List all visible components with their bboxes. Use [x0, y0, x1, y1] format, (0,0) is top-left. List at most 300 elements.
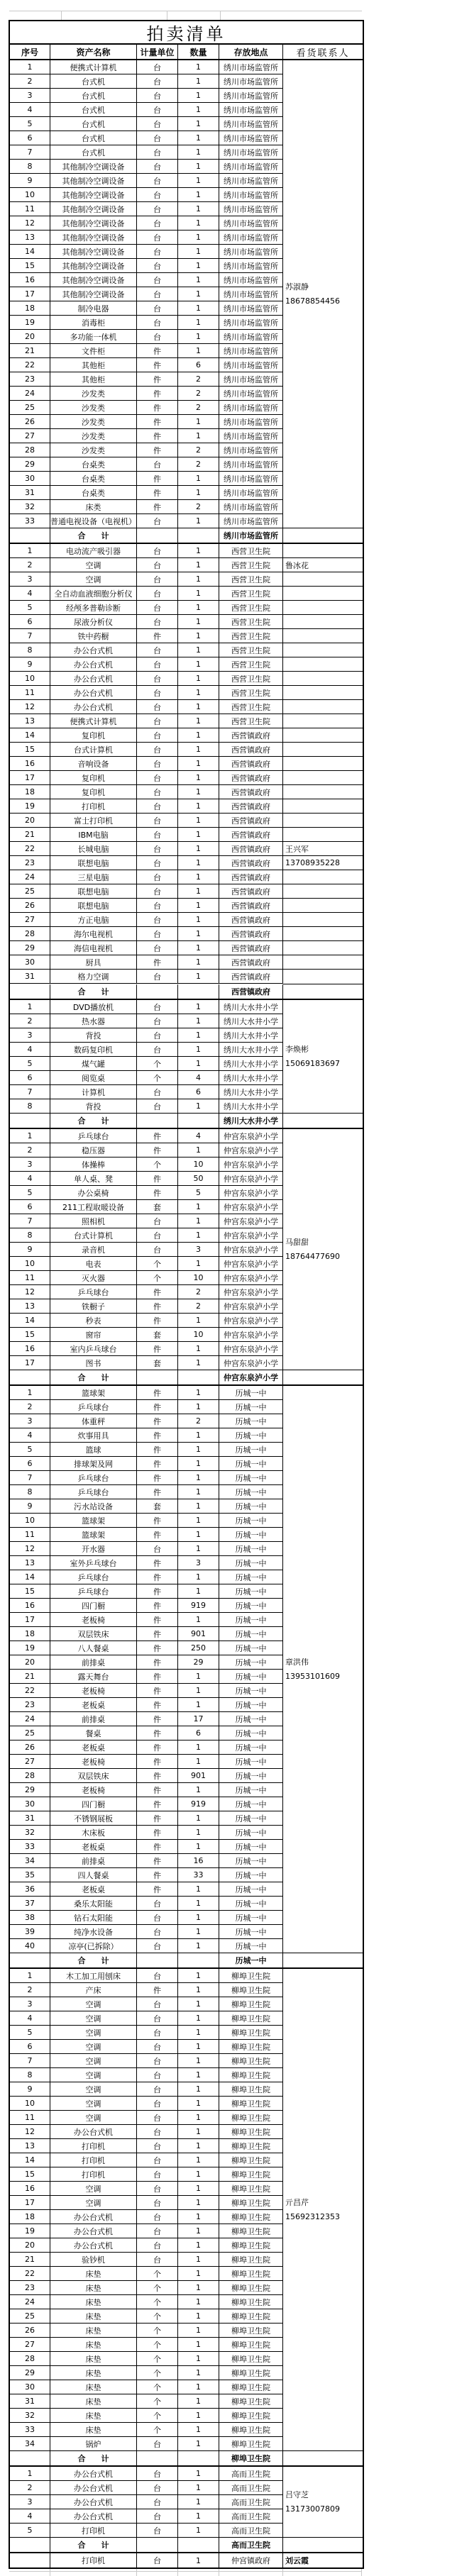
cell-no[interactable]: 7	[10, 629, 50, 643]
cell-qty[interactable]: 4	[178, 1129, 219, 1143]
cell-qty[interactable]: 1	[178, 1613, 219, 1627]
cell-qty[interactable]: 1	[178, 2495, 219, 2509]
cell-asset-name[interactable]: 乒乓球台	[50, 1129, 137, 1143]
cell-qty[interactable]: 1	[178, 174, 219, 188]
cell-location[interactable]: 绣川大水井小学	[219, 1099, 283, 1114]
cell-asset-name[interactable]: 空调	[50, 2182, 137, 2196]
cell-no[interactable]: 6	[10, 1071, 50, 1085]
cell-qty[interactable]: 1	[178, 2324, 219, 2338]
cell-asset-name[interactable]: 沙发类	[50, 429, 137, 443]
cell-qty[interactable]: 1	[178, 1400, 219, 1414]
cell-qty[interactable]: 1	[178, 2182, 219, 2196]
cell-qty[interactable]: 2	[178, 500, 219, 514]
cell-no[interactable]: 18	[10, 1627, 50, 1641]
cell-no[interactable]: 9	[10, 174, 50, 188]
cell-location[interactable]: 绣川大水井小学	[219, 1043, 283, 1057]
cell-qty[interactable]: 1	[178, 330, 219, 344]
contact-cell[interactable]	[283, 1129, 363, 1370]
cell-qty[interactable]: 1	[178, 273, 219, 287]
cell-qty[interactable]: 1	[178, 2509, 219, 2524]
cell-unit[interactable]: 件	[137, 1414, 178, 1428]
contact-cell[interactable]	[283, 60, 363, 528]
cell-qty[interactable]: 1	[178, 1386, 219, 1400]
cell-location[interactable]: 历城一中	[219, 1897, 283, 1911]
cell-qty[interactable]: 1	[178, 1698, 219, 1712]
cell-location[interactable]: 柳埠卫生院	[219, 2068, 283, 2082]
contact-cell[interactable]	[283, 572, 363, 587]
cell-no[interactable]	[10, 2553, 50, 2567]
cell-unit[interactable]: 件	[137, 472, 178, 486]
cell-qty[interactable]: 1	[178, 2553, 219, 2567]
cell-no[interactable]: 5	[10, 1057, 50, 1071]
cell-qty[interactable]: 1	[178, 216, 219, 231]
cell-asset-name[interactable]: 沙发类	[50, 415, 137, 429]
cell-unit[interactable]: 件	[137, 443, 178, 457]
cell-location[interactable]: 绣川市场监管所	[219, 60, 283, 74]
cell-no[interactable]: 34	[10, 2437, 50, 2451]
contact-cell[interactable]	[283, 672, 363, 686]
cell-unit[interactable]: 件	[137, 1342, 178, 1356]
cell-unit[interactable]: 台	[137, 301, 178, 316]
total-label[interactable]: 合 计	[50, 1953, 137, 1967]
cell-location[interactable]: 仲宫东泉泸小学	[219, 1186, 283, 1200]
cell-asset-name[interactable]: 体重秤	[50, 1414, 137, 1428]
cell-unit[interactable]: 台	[137, 2153, 178, 2167]
cell-no[interactable]: 3	[10, 1028, 50, 1043]
cell-unit[interactable]: 台	[137, 1997, 178, 2011]
cell-unit[interactable]: 台	[137, 728, 178, 743]
cell-unit[interactable]: 台	[137, 1228, 178, 1243]
cell-no[interactable]: 3	[10, 1157, 50, 1172]
cell-location[interactable]: 历城一中	[219, 1925, 283, 1939]
cell-qty[interactable]: 1	[178, 74, 219, 89]
cell-no[interactable]: 4	[10, 1172, 50, 1186]
cell-no[interactable]: 17	[10, 1356, 50, 1370]
cell-qty[interactable]: 1	[178, 245, 219, 259]
cell-unit[interactable]: 件	[137, 1983, 178, 1997]
cell-location[interactable]: 绣川大水井小学	[219, 1000, 283, 1014]
cell-qty[interactable]: 1	[178, 544, 219, 558]
cell-asset-name[interactable]: 方正电脑	[50, 913, 137, 927]
cell-no[interactable]: 32	[10, 2409, 50, 2423]
cell-asset-name[interactable]: 照相机	[50, 1214, 137, 1228]
cell-asset-name[interactable]: 办公台式机	[50, 686, 137, 700]
cell-asset-name[interactable]: 沙发类	[50, 443, 137, 457]
cell-no[interactable]: 26	[10, 899, 50, 913]
cell-no[interactable]: 3	[10, 1997, 50, 2011]
cell-no[interactable]: 5	[10, 117, 50, 131]
cell-no[interactable]: 4	[10, 2509, 50, 2524]
cell-qty[interactable]: 1	[178, 60, 219, 74]
cell-qty[interactable]: 1	[178, 2196, 219, 2210]
cell-no[interactable]: 17	[10, 2196, 50, 2210]
total-location[interactable]: 仲宫东泉泸小学	[219, 1370, 283, 1384]
cell-unit[interactable]: 台	[137, 2210, 178, 2224]
cell-unit[interactable]: 件	[137, 1186, 178, 1200]
cell-asset-name[interactable]: 老板桌	[50, 1698, 137, 1712]
cell-location[interactable]: 绣川大水井小学	[219, 1071, 283, 1085]
cell-location[interactable]: 绣川市场监管所	[219, 89, 283, 103]
cell-unit[interactable]	[137, 2538, 178, 2552]
cell-asset-name[interactable]: 空调	[50, 572, 137, 587]
cell-no[interactable]: 14	[10, 1570, 50, 1584]
cell-location[interactable]: 高而卫生院	[219, 2467, 283, 2481]
cell-location[interactable]: 西营镇政府	[219, 842, 283, 856]
cell-qty[interactable]: 1	[178, 785, 219, 799]
cell-unit[interactable]: 件	[137, 1314, 178, 1328]
cell-qty[interactable]: 1	[178, 2040, 219, 2054]
contact-cell[interactable]	[283, 941, 363, 955]
cell-no[interactable]	[10, 2451, 50, 2465]
cell-asset-name[interactable]: 乒乓球台	[50, 1285, 137, 1299]
cell-location[interactable]: 仲宫东泉泸小学	[219, 1356, 283, 1370]
cell-location[interactable]: 柳埠卫生院	[219, 2196, 283, 2210]
cell-no[interactable]: 5	[10, 1186, 50, 1200]
cell-asset-name[interactable]: 数码复印机	[50, 1043, 137, 1057]
cell-asset-name[interactable]: 沙发类	[50, 387, 137, 401]
cell-no[interactable]: 12	[10, 1285, 50, 1299]
cell-no[interactable]: 9	[10, 2082, 50, 2097]
cell-unit[interactable]: 件	[137, 1627, 178, 1641]
cell-unit[interactable]: 台	[137, 785, 178, 799]
cell-qty[interactable]: 16	[178, 1854, 219, 1868]
cell-location[interactable]: 绣川市场监管所	[219, 145, 283, 160]
cell-no[interactable]: 8	[10, 1228, 50, 1243]
cell-location[interactable]: 柳埠卫生院	[219, 2182, 283, 2196]
cell-qty[interactable]: 1	[178, 686, 219, 700]
cell-asset-name[interactable]: 其他制冷空调设备	[50, 231, 137, 245]
cell-no[interactable]: 9	[10, 1243, 50, 1257]
cell-unit[interactable]: 个	[137, 2281, 178, 2295]
total-location[interactable]: 柳埠卫生院	[219, 2451, 283, 2465]
cell-unit[interactable]: 台	[137, 2553, 178, 2567]
cell-unit[interactable]: 台	[137, 330, 178, 344]
total-location[interactable]: 高而卫生院	[219, 2538, 283, 2552]
contact-cell[interactable]	[283, 927, 363, 941]
cell-no[interactable]: 29	[10, 457, 50, 472]
cell-unit[interactable]: 件	[137, 1172, 178, 1186]
contact-cell[interactable]	[283, 686, 363, 700]
contact-cell[interactable]	[283, 814, 363, 828]
cell-unit[interactable]: 台	[137, 686, 178, 700]
cell-location[interactable]: 绣川市场监管所	[219, 387, 283, 401]
cell-qty[interactable]: 1	[178, 2481, 219, 2495]
cell-no[interactable]: 7	[10, 1471, 50, 1485]
cell-unit[interactable]: 台	[137, 2054, 178, 2068]
cell-asset-name[interactable]: 餐桌	[50, 1726, 137, 1741]
cell-asset-name[interactable]: 热水器	[50, 1014, 137, 1028]
cell-asset-name[interactable]: 录音机	[50, 1243, 137, 1257]
cell-no[interactable]: 10	[10, 188, 50, 202]
cell-location[interactable]: 仲宫东泉泸小学	[219, 1342, 283, 1356]
cell-qty[interactable]: 1	[178, 1099, 219, 1114]
cell-asset-name[interactable]: 打印机	[50, 2524, 137, 2538]
total-location[interactable]: 绣川市场监管所	[219, 528, 283, 543]
cell-qty[interactable]: 1	[178, 1684, 219, 1698]
cell-no[interactable]: 1	[10, 2467, 50, 2481]
cell-no[interactable]	[10, 528, 50, 543]
cell-asset-name[interactable]: 四门橱	[50, 1797, 137, 1811]
cell-asset-name[interactable]: 室内乒乓球台	[50, 1342, 137, 1356]
cell-unit[interactable]: 台	[137, 1969, 178, 1983]
contact-cell[interactable]: 刘云霞	[283, 2553, 363, 2567]
cell-no[interactable]: 2	[10, 1983, 50, 1997]
cell-asset-name[interactable]: 铁中药橱	[50, 629, 137, 643]
cell-no[interactable]: 21	[10, 344, 50, 358]
cell-asset-name[interactable]: 制冷电器	[50, 301, 137, 316]
cell-asset-name[interactable]: 床垫	[50, 2423, 137, 2437]
cell-qty[interactable]: 1	[178, 1997, 219, 2011]
cell-asset-name[interactable]: 产床	[50, 1983, 137, 1997]
cell-location[interactable]: 仲宫东泉泸小学	[219, 1157, 283, 1172]
cell-asset-name[interactable]: 海尔电视机	[50, 927, 137, 941]
cell-no[interactable]: 25	[10, 884, 50, 899]
contact-cell[interactable]	[283, 657, 363, 672]
cell-no[interactable]: 28	[10, 927, 50, 941]
cell-qty[interactable]: 1	[178, 714, 219, 728]
cell-qty[interactable]: 1	[178, 941, 219, 955]
cell-asset-name[interactable]: 老板椅	[50, 1783, 137, 1797]
cell-asset-name[interactable]: 木工加工用刨床	[50, 1969, 137, 1983]
cell-no[interactable]: 4	[10, 1043, 50, 1057]
cell-location[interactable]: 西营镇政府	[219, 828, 283, 842]
cell-location[interactable]: 绣川市场监管所	[219, 372, 283, 387]
cell-qty[interactable]: 1	[178, 913, 219, 927]
cell-unit[interactable]: 台	[137, 117, 178, 131]
cell-location[interactable]: 柳埠卫生院	[219, 2210, 283, 2224]
cell-no[interactable]: 3	[10, 2495, 50, 2509]
cell-asset-name[interactable]: 其他制冷空调设备	[50, 160, 137, 174]
cell-qty[interactable]: 1	[178, 1528, 219, 1542]
cell-unit[interactable]: 件	[137, 1443, 178, 1457]
cell-no[interactable]: 12	[10, 216, 50, 231]
cell-no[interactable]: 29	[10, 941, 50, 955]
cell-qty[interactable]: 29	[178, 1655, 219, 1670]
cell-location[interactable]: 历城一中	[219, 1712, 283, 1726]
cell-location[interactable]: 西营镇政府	[219, 913, 283, 927]
cell-location[interactable]: 绣川市场监管所	[219, 287, 283, 301]
cell-qty[interactable]: 1	[178, 2437, 219, 2451]
cell-no[interactable]: 3	[10, 572, 50, 587]
cell-location[interactable]: 历城一中	[219, 1684, 283, 1698]
cell-location[interactable]: 柳埠卫生院	[219, 2281, 283, 2295]
cell-asset-name[interactable]: 背投	[50, 1099, 137, 1114]
contact-cell[interactable]	[283, 643, 363, 657]
cell-no[interactable]: 4	[10, 587, 50, 601]
cell-unit[interactable]: 台	[137, 870, 178, 884]
cell-qty[interactable]: 1	[178, 1214, 219, 1228]
cell-location[interactable]: 绣川市场监管所	[219, 301, 283, 316]
cell-qty[interactable]: 1	[178, 1200, 219, 1214]
cell-location[interactable]: 仲宫东泉泸小学	[219, 1172, 283, 1186]
cell-location[interactable]: 高而卫生院	[219, 2509, 283, 2524]
contact-cell[interactable]	[283, 799, 363, 814]
cell-qty[interactable]: 1	[178, 131, 219, 145]
cell-asset-name[interactable]: 铁橱子	[50, 1299, 137, 1314]
cell-unit[interactable]: 台	[137, 457, 178, 472]
cell-location[interactable]: 历城一中	[219, 1613, 283, 1627]
cell-qty[interactable]: 1	[178, 2210, 219, 2224]
cell-location[interactable]: 绣川市场监管所	[219, 415, 283, 429]
cell-asset-name[interactable]: 稳压器	[50, 1143, 137, 1157]
cell-unit[interactable]: 件	[137, 1485, 178, 1499]
cell-unit[interactable]: 件	[137, 486, 178, 500]
cell-asset-name[interactable]: 空调	[50, 2111, 137, 2125]
cell-unit[interactable]: 台	[137, 884, 178, 899]
contact-cell[interactable]	[283, 899, 363, 913]
cell-unit[interactable]: 台	[137, 287, 178, 301]
cell-qty[interactable]: 1	[178, 2125, 219, 2139]
cell-location[interactable]: 柳埠卫生院	[219, 2040, 283, 2054]
cell-location[interactable]: 仲宫东泉泸小学	[219, 1243, 283, 1257]
cell-location[interactable]: 绣川大水井小学	[219, 1028, 283, 1043]
cell-unit[interactable]: 台	[137, 273, 178, 287]
cell-location[interactable]: 西营镇政府	[219, 757, 283, 771]
cell-unit[interactable]: 台	[137, 316, 178, 330]
cell-qty[interactable]: 1	[178, 2011, 219, 2026]
cell-qty[interactable]: 1	[178, 587, 219, 601]
cell-location[interactable]: 绣川市场监管所	[219, 245, 283, 259]
cell-no[interactable]: 2	[10, 2481, 50, 2495]
cell-location[interactable]: 历城一中	[219, 1428, 283, 1443]
cell-asset-name[interactable]: 其他制冷空调设备	[50, 216, 137, 231]
cell-asset-name[interactable]: 老板桌	[50, 1840, 137, 1854]
cell-asset-name[interactable]: 全自动血液细胞分析仪	[50, 587, 137, 601]
cell-asset-name[interactable]: 空调	[50, 2011, 137, 2026]
cell-unit[interactable]: 台	[137, 856, 178, 870]
cell-no[interactable]: 33	[10, 2423, 50, 2437]
cell-location[interactable]: 绣川市场监管所	[219, 401, 283, 415]
cell-qty[interactable]: 1	[178, 2153, 219, 2167]
cell-unit[interactable]: 件	[137, 1769, 178, 1783]
cell-qty[interactable]: 1	[178, 316, 219, 330]
cell-qty[interactable]: 1	[178, 2309, 219, 2324]
cell-qty[interactable]: 1	[178, 301, 219, 316]
cell-unit[interactable]: 台	[137, 174, 178, 188]
cell-asset-name[interactable]: 其他柜	[50, 372, 137, 387]
cell-qty[interactable]: 1	[178, 2097, 219, 2111]
cell-asset-name[interactable]: 海信电视机	[50, 941, 137, 955]
cell-unit[interactable]: 件	[137, 1471, 178, 1485]
cell-unit[interactable]: 台	[137, 1939, 178, 1953]
cell-asset-name[interactable]: 三星电脑	[50, 870, 137, 884]
cell-no[interactable]: 23	[10, 2281, 50, 2295]
cell-location[interactable]: 柳埠卫生院	[219, 2423, 283, 2437]
cell-asset-name[interactable]: 篮球	[50, 1443, 137, 1457]
cell-asset-name[interactable]: 音响设备	[50, 757, 137, 771]
cell-unit[interactable]: 件	[137, 1826, 178, 1840]
cell-no[interactable]: 7	[10, 1214, 50, 1228]
cell-asset-name[interactable]: 其他制冷空调设备	[50, 245, 137, 259]
cell-asset-name[interactable]: 灭火器	[50, 1271, 137, 1285]
cell-qty[interactable]: 1	[178, 1811, 219, 1826]
cell-location[interactable]: 仲宫东泉泸小学	[219, 1143, 283, 1157]
cell-asset-name[interactable]: 打印机	[50, 2139, 137, 2153]
cell-qty[interactable]: 1	[178, 643, 219, 657]
cell-unit[interactable]: 件	[137, 1570, 178, 1584]
cell-qty[interactable]: 1	[178, 814, 219, 828]
cell-location[interactable]: 仲宫东泉泸小学	[219, 1200, 283, 1214]
cell-unit[interactable]: 件	[137, 1584, 178, 1599]
cell-qty[interactable]: 1	[178, 1826, 219, 1840]
cell-location[interactable]: 西营镇政府	[219, 743, 283, 757]
cell-no[interactable]: 22	[10, 2267, 50, 2281]
contact-cell[interactable]	[283, 828, 363, 842]
cell-no[interactable]: 10	[10, 672, 50, 686]
cell-asset-name[interactable]: 床类	[50, 500, 137, 514]
cell-asset-name[interactable]: 台式机	[50, 103, 137, 117]
cell-qty[interactable]: 1	[178, 799, 219, 814]
cell-asset-name[interactable]: 厨具	[50, 955, 137, 970]
cell-unit[interactable]: 套	[137, 1499, 178, 1514]
cell-unit[interactable]: 台	[137, 941, 178, 955]
cell-no[interactable]: 5	[10, 2026, 50, 2040]
header-no[interactable]: 序号	[10, 45, 50, 59]
cell-no[interactable]: 13	[10, 1556, 50, 1570]
cell-unit[interactable]	[137, 984, 178, 999]
cell-qty[interactable]	[178, 1370, 219, 1384]
cell-location[interactable]: 历城一中	[219, 1811, 283, 1826]
cell-qty[interactable]: 1	[178, 657, 219, 672]
cell-unit[interactable]: 件	[137, 1457, 178, 1471]
cell-asset-name[interactable]: 阅览桌	[50, 1071, 137, 1085]
cell-asset-name[interactable]: 便携式计算机	[50, 60, 137, 74]
cell-no[interactable]: 27	[10, 913, 50, 927]
cell-no[interactable]: 36	[10, 1882, 50, 1897]
cell-location[interactable]: 历城一中	[219, 1627, 283, 1641]
cell-asset-name[interactable]: 前排桌	[50, 1655, 137, 1670]
cell-no[interactable]: 38	[10, 1911, 50, 1925]
cell-asset-name[interactable]: 床垫	[50, 2380, 137, 2394]
cell-asset-name[interactable]: 计算机	[50, 1085, 137, 1099]
cell-asset-name[interactable]: 空调	[50, 2097, 137, 2111]
cell-location[interactable]: 历城一中	[219, 1698, 283, 1712]
cell-qty[interactable]: 2	[178, 1299, 219, 1314]
cell-no[interactable]: 21	[10, 828, 50, 842]
cell-no[interactable]: 8	[10, 1099, 50, 1114]
contact-cell[interactable]	[283, 615, 363, 629]
cell-asset-name[interactable]: 秒表	[50, 1314, 137, 1328]
cell-no[interactable]: 28	[10, 2352, 50, 2366]
cell-unit[interactable]: 台	[137, 743, 178, 757]
cell-qty[interactable]: 2	[178, 443, 219, 457]
cell-unit[interactable]: 个	[137, 1257, 178, 1271]
cell-location[interactable]: 历城一中	[219, 1400, 283, 1414]
cell-location[interactable]: 西营镇政府	[219, 927, 283, 941]
cell-location[interactable]: 柳埠卫生院	[219, 2267, 283, 2281]
cell-no[interactable]: 7	[10, 145, 50, 160]
cell-location[interactable]: 西营镇政府	[219, 884, 283, 899]
cell-location[interactable]: 历城一中	[219, 1584, 283, 1599]
cell-no[interactable]: 11	[10, 686, 50, 700]
cell-unit[interactable]: 件	[137, 1599, 178, 1613]
cell-location[interactable]: 西营卫生院	[219, 601, 283, 615]
cell-asset-name[interactable]: 老板椅	[50, 1684, 137, 1698]
cell-location[interactable]: 仲宫东泉泸小学	[219, 1228, 283, 1243]
cell-qty[interactable]: 3	[178, 1556, 219, 1570]
cell-location[interactable]: 历城一中	[219, 1741, 283, 1755]
cell-unit[interactable]: 件	[137, 1783, 178, 1797]
cell-location[interactable]: 绣川市场监管所	[219, 202, 283, 216]
cell-unit[interactable]: 台	[137, 2524, 178, 2538]
cell-asset-name[interactable]: 办公台式机	[50, 643, 137, 657]
cell-qty[interactable]: 1	[178, 1471, 219, 1485]
cell-asset-name[interactable]: 空调	[50, 2082, 137, 2097]
cell-unit[interactable]: 台	[137, 2238, 178, 2253]
cell-location[interactable]: 柳埠卫生院	[219, 1983, 283, 1997]
cell-location[interactable]: 历城一中	[219, 1769, 283, 1783]
cell-no[interactable]: 18	[10, 785, 50, 799]
